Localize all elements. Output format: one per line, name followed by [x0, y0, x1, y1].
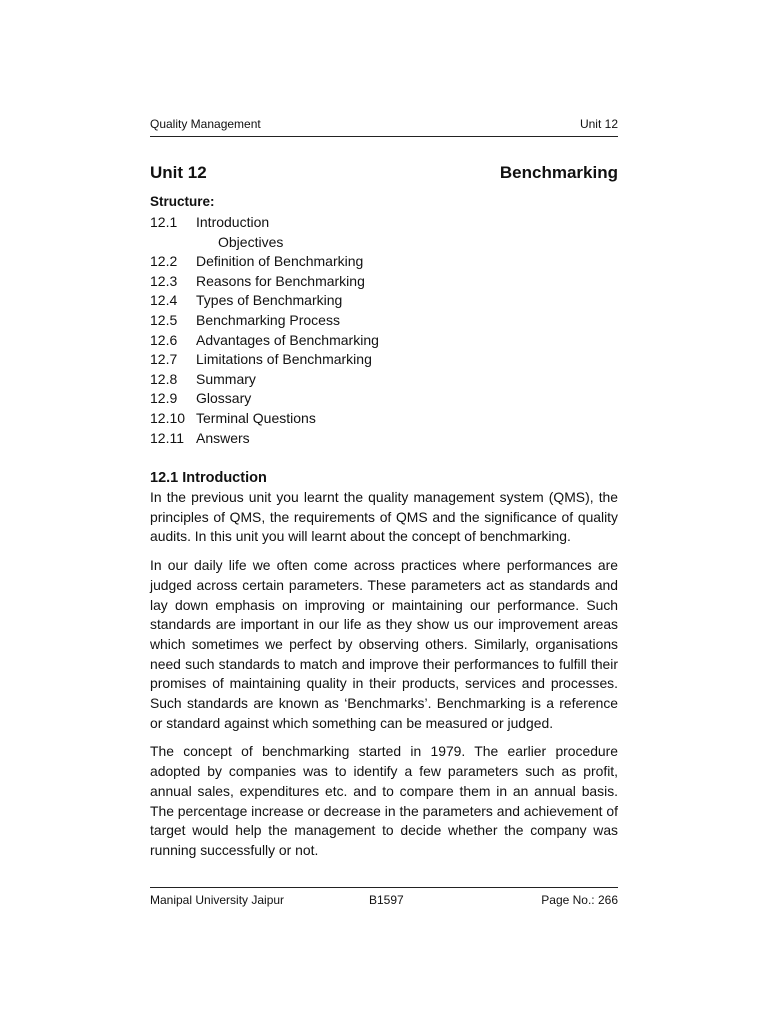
header-unit-label: Unit 12: [579, 117, 618, 131]
structure-item-title: Reasons for Benchmarking: [196, 272, 365, 289]
body-paragraph: The concept of benchmarking started in 1979. The earlier procedure adopted by companies was to identify a few parameters such as profit, annual sales, expenditures etc. and to compare them in an annual basis. The percentage increase or decrease in the parameters and achievement of target would help the management to decide whether the company was running successfully or not.: [150, 743, 618, 858]
structure-item-number: 12.9: [150, 390, 178, 407]
structure-item-title: Glossary: [196, 390, 252, 407]
structure-item-number: 12.5: [150, 311, 178, 328]
structure-item: [150, 331, 618, 351]
document-page: [150, 0, 618, 1024]
structure-item-number: 12.7: [150, 351, 178, 368]
structure-item: [150, 429, 618, 449]
structure-item: [150, 370, 618, 390]
structure-item-number: 12.1: [150, 214, 178, 230]
structure-item: [150, 272, 618, 292]
structure-item-number: 12.3: [150, 272, 178, 289]
structure-item: [150, 213, 618, 233]
structure-label: Structure:: [150, 194, 215, 209]
structure-item-title: Benchmarking Process: [196, 311, 340, 328]
structure-item-number: 12.11: [150, 429, 184, 446]
structure-item: [150, 409, 618, 429]
structure-list: [150, 213, 618, 448]
section-body: [150, 488, 618, 870]
structure-item-title: Advantages of Benchmarking: [196, 331, 379, 348]
structure-item-number: 12.4: [150, 292, 178, 309]
footer-course-code: B1597: [369, 893, 404, 907]
structure-item-number: 12.8: [150, 370, 178, 387]
unit-name: Benchmarking: [499, 163, 618, 182]
structure-item-title: Terminal Questions: [196, 409, 316, 426]
structure-subitem: [150, 233, 618, 253]
unit-number: Unit 12: [150, 163, 207, 182]
body-paragraph: In our daily life we often come across practices where performances are judged across certain parameters. These parameters act as standards and lay down emphasis on improving or maintaining our performance. Such standards are important in our life as they show us our improvement areas which sometimes we perfect by observing others. Similarly, organisations need such standards to match and improve their performances to fulfill their promises of maintaining quality in their products, services and processes. Such standards are known as ‘Benchmarks’. Benchmarking is a reference or standard against which something can be measured or judged.: [150, 557, 618, 731]
structure-item-title: Summary: [196, 370, 256, 387]
structure-item-title: Limitations of Benchmarking: [196, 351, 372, 368]
body-paragraph: In the previous unit you learnt the quality management system (QMS), the principles of QMS, the requirements of QMS and the significance of quality audits. In this unit you will learnt about the concept of benchmarking.: [150, 489, 618, 545]
footer-page-number: Page No.: 266: [541, 893, 618, 907]
running-header: [150, 116, 618, 137]
structure-item: [150, 311, 618, 331]
structure-item-title: Introduction: [196, 214, 270, 230]
structure-item-title: Definition of Benchmarking: [196, 253, 364, 270]
structure-item: [150, 291, 618, 311]
structure-item-title: Objectives: [218, 233, 284, 250]
structure-item: [150, 252, 618, 272]
structure-item: [150, 389, 618, 409]
structure-item: [150, 350, 618, 370]
structure-item-number: 12.6: [150, 331, 178, 348]
unit-title-row: [150, 163, 618, 185]
structure-item-number: 12.10: [150, 409, 186, 426]
footer-university: Manipal University Jaipur: [150, 893, 285, 907]
structure-item-title: Answers: [196, 429, 250, 446]
section-heading: 12.1 Introduction: [150, 470, 267, 486]
header-book-title: Quality Management: [150, 117, 261, 131]
running-footer: [150, 887, 618, 908]
structure-item-title: Types of Benchmarking: [196, 292, 343, 309]
structure-item-number: 12.2: [150, 253, 178, 270]
